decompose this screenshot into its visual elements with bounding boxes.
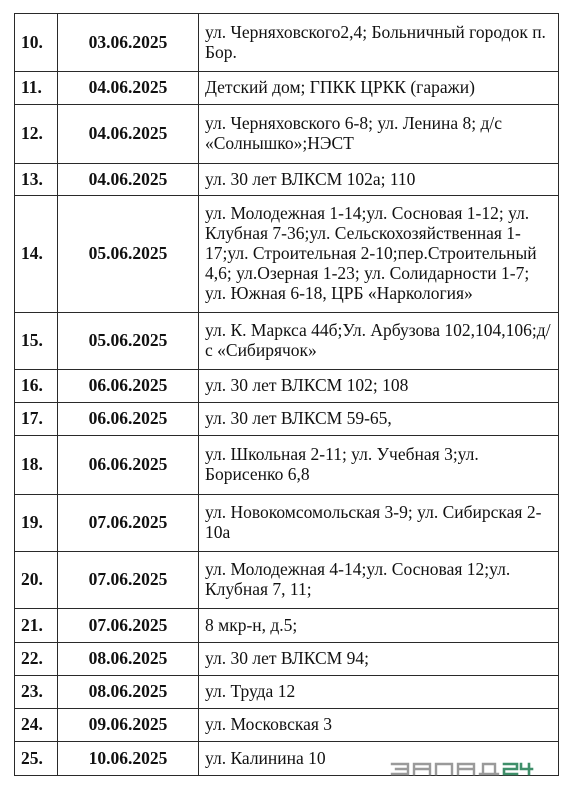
table-row [15,495,559,552]
table-row [15,196,559,313]
row-address: ул. 30 лет ВЛКСМ 94; [199,643,559,676]
row-number: 19. [15,495,58,552]
row-address: ул. Черняховского 6-8; ул. Ленина 8; д/с «Солнышко»;НЭСТ [199,105,559,164]
schedule-table-body [15,14,559,776]
row-date: 07.06.2025 [58,552,199,609]
row-number: 23. [15,676,58,709]
row-date: 08.06.2025 [58,676,199,709]
row-address: ул. Молодежная 4-14;ул. Сосновая 12;ул. Клубная 7, 11; [199,552,559,609]
row-number: 21. [15,609,58,643]
table-row [15,370,559,403]
row-date: 05.06.2025 [58,196,199,313]
row-number: 10. [15,14,58,72]
row-number: 11. [15,72,58,105]
row-number: 20. [15,552,58,609]
row-date: 07.06.2025 [58,495,199,552]
row-date: 06.06.2025 [58,436,199,495]
row-date: 10.06.2025 [58,742,199,776]
row-number: 12. [15,105,58,164]
row-address: ул. Новокомсомольская 3-9; ул. Сибирская 2-10а [199,495,559,552]
row-number: 14. [15,196,58,313]
table-row [15,709,559,742]
row-address: ул. К. Маркса 44б;Ул. Арбузова 102,104,106;д/с «Сибирячок» [199,313,559,370]
row-address: 8 мкр-н, д.5; [199,609,559,643]
row-number: 18. [15,436,58,495]
row-date: 06.06.2025 [58,370,199,403]
table-row [15,643,559,676]
zapad24-watermark-logo [388,756,534,782]
watermark-logo-graphic [388,756,534,782]
row-address: ул. 30 лет ВЛКСМ 102а; 110 [199,164,559,196]
row-date: 08.06.2025 [58,643,199,676]
table-row [15,313,559,370]
row-date: 03.06.2025 [58,14,199,72]
table-row [15,609,559,643]
table-row [15,72,559,105]
row-address: ул. Калинина 10 [199,742,559,776]
row-address: ул. Молодежная 1-14;ул. Сосновая 1-12; ул. Клубная 7-36;ул. Сельскохозяйственная 1-17;ул. Строительная 2-10;пер.Строительный 4,6; ул.Озерная 1-23; ул. Солидарности 1-7; ул. Южная 6-18, ЦРБ «Наркология» [199,196,559,313]
table-row [15,676,559,709]
row-address: ул. 30 лет ВЛКСМ 59-65, [199,403,559,436]
row-date: 04.06.2025 [58,164,199,196]
row-date: 05.06.2025 [58,313,199,370]
row-address: ул. 30 лет ВЛКСМ 102; 108 [199,370,559,403]
row-number: 15. [15,313,58,370]
table-row [15,164,559,196]
row-number: 16. [15,370,58,403]
row-address: ул. Школьная 2-11; ул. Учебная 3;ул. Борисенко 6,8 [199,436,559,495]
row-address: Детский дом; ГПКК ЦРКК (гаражи) [199,72,559,105]
table-row [15,14,559,72]
row-date: 04.06.2025 [58,72,199,105]
row-number: 24. [15,709,58,742]
table-row [15,552,559,609]
row-date: 07.06.2025 [58,609,199,643]
row-address: ул. Черняховского2,4; Больничный городок п. Бор. [199,14,559,72]
table-row [15,105,559,164]
row-number: 25. [15,742,58,776]
row-address: ул. Московская 3 [199,709,559,742]
row-date: 04.06.2025 [58,105,199,164]
row-number: 22. [15,643,58,676]
row-date: 09.06.2025 [58,709,199,742]
row-number: 17. [15,403,58,436]
table-row [15,403,559,436]
row-address: ул. Труда 12 [199,676,559,709]
table-row [15,436,559,495]
schedule-table [14,13,559,776]
row-date: 06.06.2025 [58,403,199,436]
row-number: 13. [15,164,58,196]
